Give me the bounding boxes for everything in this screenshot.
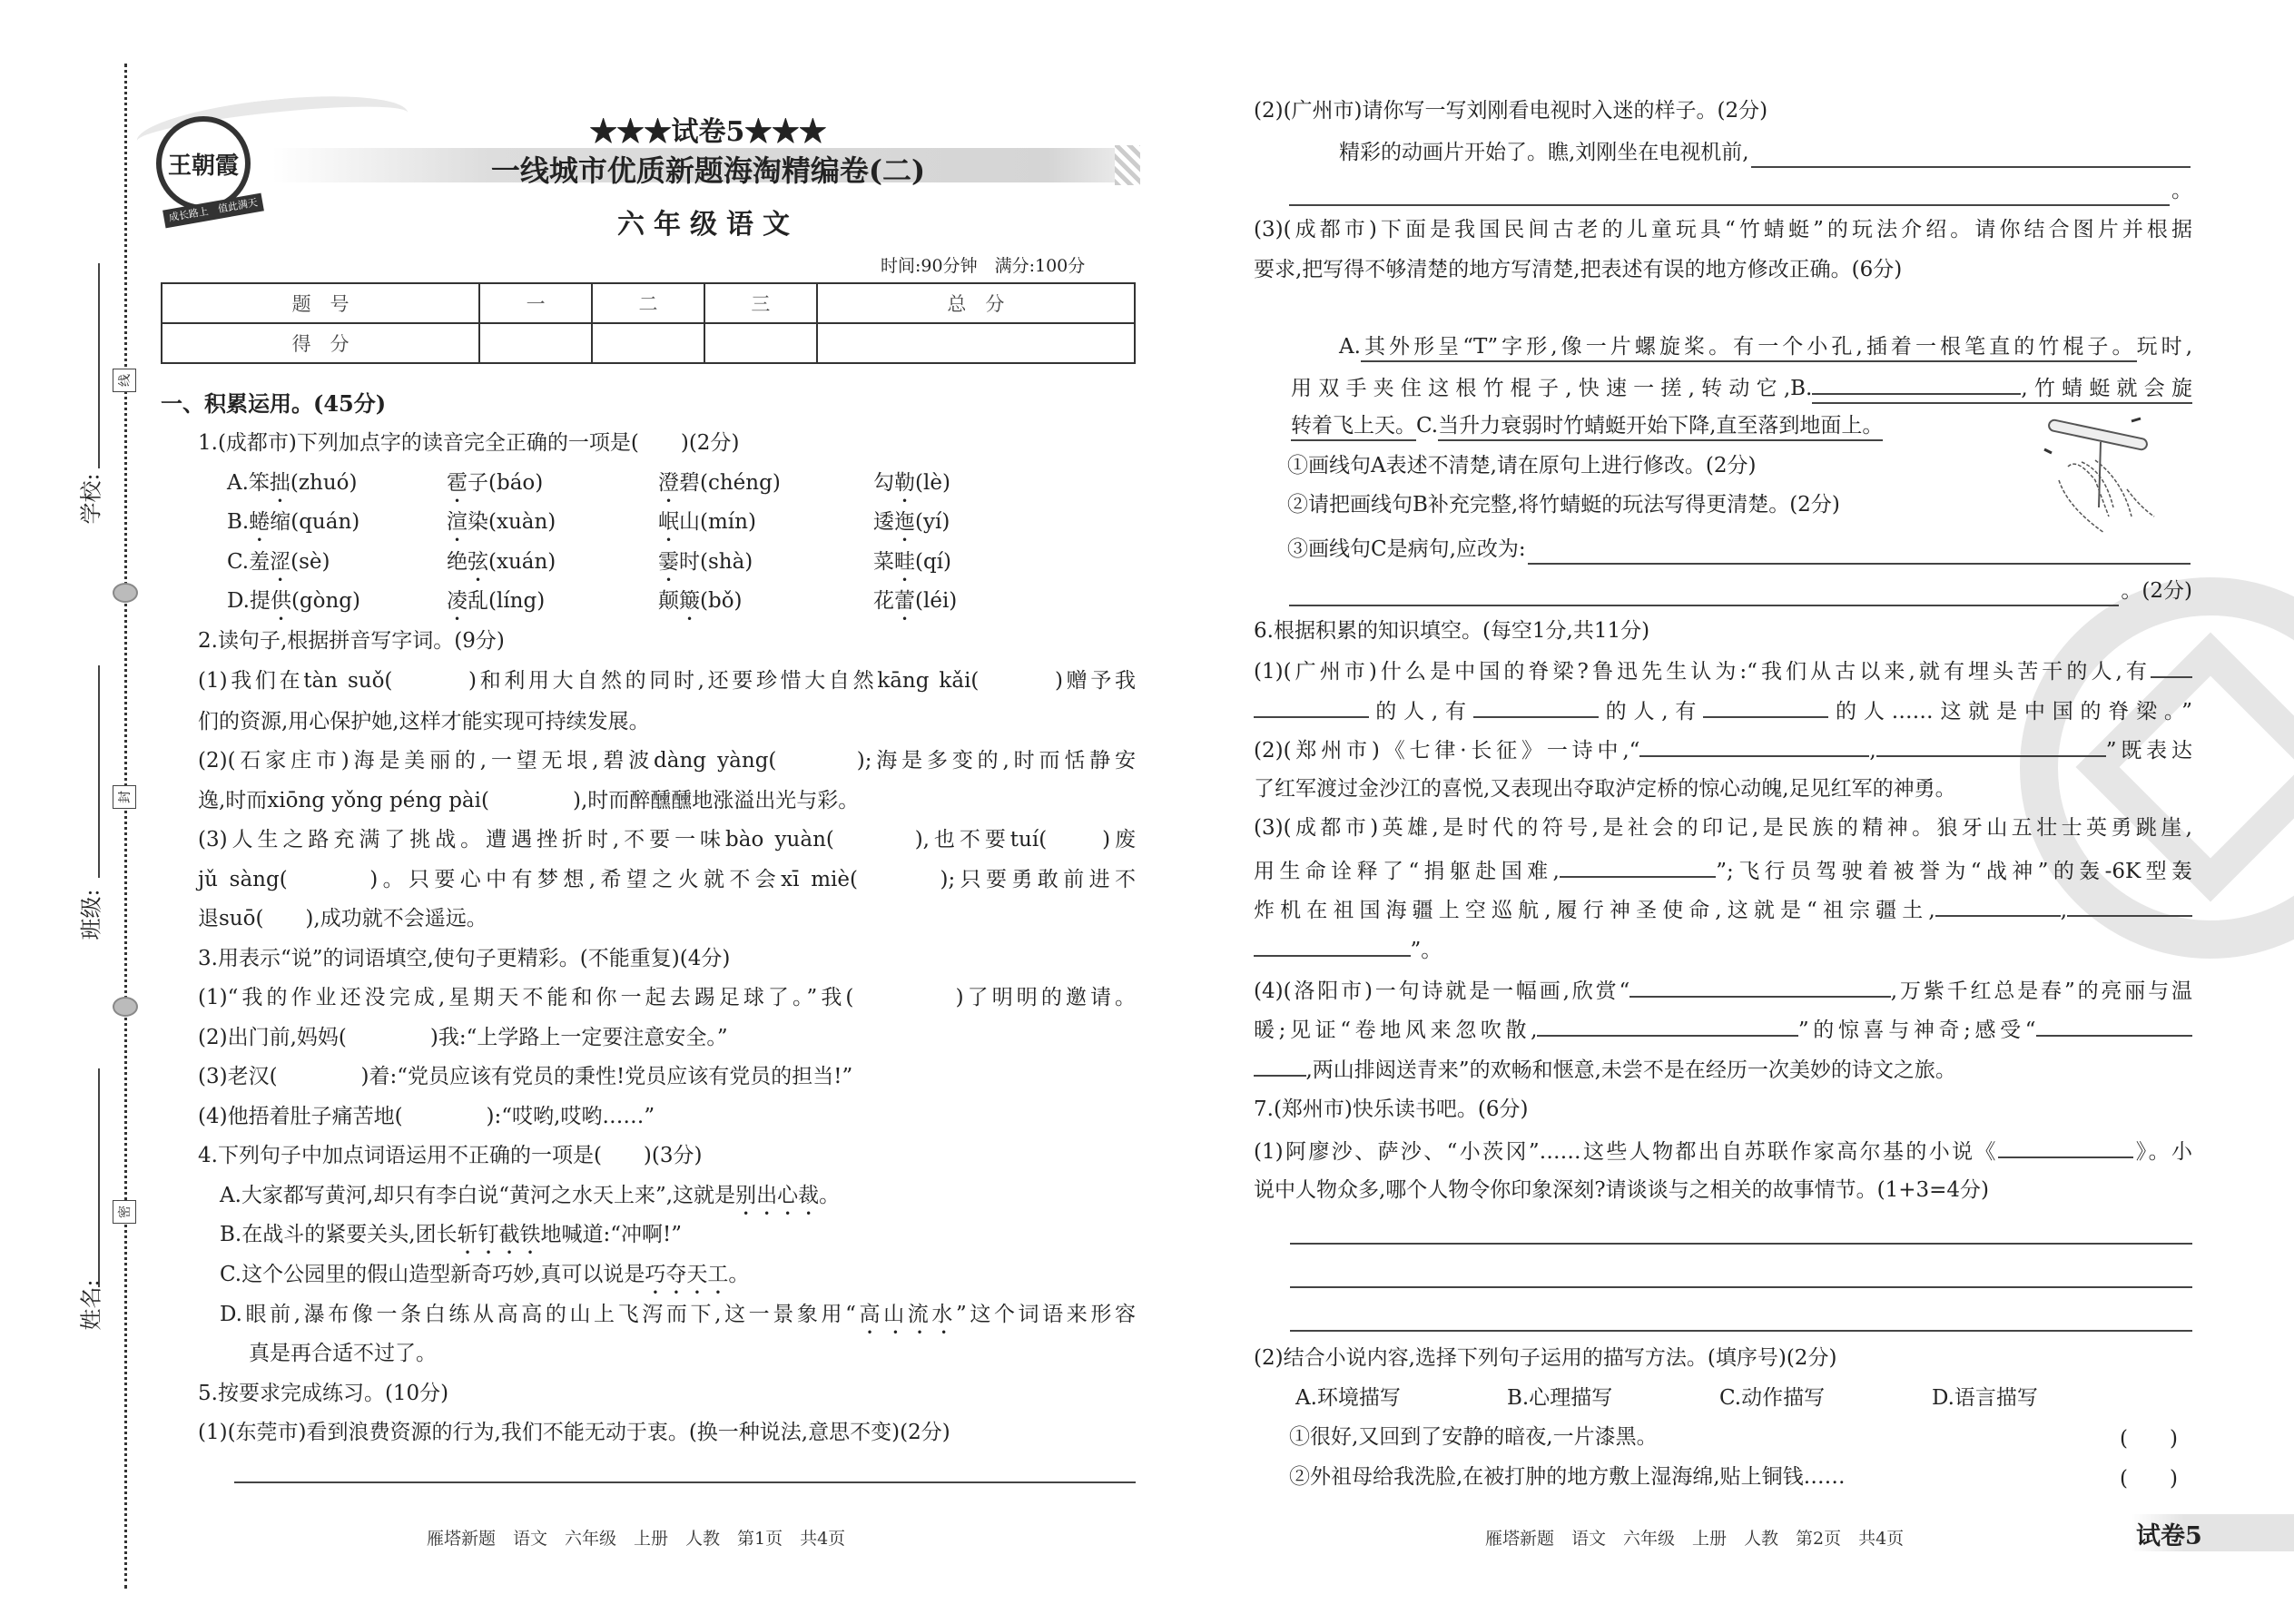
answer-line[interactable] [234, 1481, 1136, 1483]
banner-pattern [1115, 145, 1140, 185]
task-item: ②请把画线句B补充完整,将竹蜻蜓的玩法写得更清楚。(2分) [1287, 493, 1840, 517]
bamboo-dragonfly-illustration [2041, 417, 2159, 535]
emphasis-dotted: 高山流水 [855, 1303, 956, 1326]
option: 澄碧(chéng) [658, 471, 781, 495]
option: 逶迤(yí) [873, 510, 950, 534]
emphasis-dotted: 巧夺天工 [645, 1263, 729, 1286]
option: B.心理描写 [1507, 1386, 1613, 1410]
fill-blank-line[interactable] [1289, 181, 2170, 206]
question-line[interactable]: (4)(洛阳市)一句诗就是一幅画,欣赏“ ,万紫千红总是春”的亮丽与温 [1254, 974, 2192, 1007]
option: A.笨拙(zhuó) [227, 471, 358, 495]
question-stem: 要求,把写得不够清楚的地方写清楚,把表述有误的地方修改正确。(6分) [1254, 258, 1903, 281]
class-label: 班级: [78, 889, 104, 940]
binding-char-feng: 封 [113, 785, 136, 809]
task-item[interactable]: ③画线句C是病句,应改为: [1287, 534, 2192, 565]
option: 颠簸(bǒ) [658, 589, 743, 613]
question-line: (3)人生之路充满了挑战。遭遇挫折时,不要一味bào yuàn( ),也不要tuí( )废 [198, 828, 1136, 851]
score-header: 总 分 [817, 283, 1135, 323]
emphasis-dotted: 澄 [658, 471, 679, 495]
score-header: 二 [592, 283, 704, 323]
name-label: 姓名: [78, 1279, 104, 1331]
underlined-sentence: 当升力衰弱时竹蜻蜓开始下降,直至落到地面上。 [1438, 414, 1883, 441]
question-line[interactable]: (1)阿廖沙、萨沙、“小茨冈”……这些人物都出自苏联作家高尔基的小说《 》。小 [1254, 1135, 2192, 1167]
option: 菜畦(qí) [873, 550, 952, 574]
question-stem: 2.读句子,根据拼音写字词。(9分) [198, 629, 505, 653]
emphasis-dotted: 弦 [468, 550, 488, 574]
paper-tab [2095, 1514, 2294, 1551]
score-header: 一 [479, 283, 592, 323]
binding-char-xian: 线 [113, 369, 136, 392]
option: 岷山(mín) [658, 510, 756, 534]
question-line: 了红军渡过金沙江的喜悦,又表现出夺取泸定桥的惊心动魄,足见红军的神勇。 [1254, 777, 1956, 801]
question-line[interactable]: (2)(郑州市)《七律·长征》一诗中,“ , ”既表达 [1254, 733, 2192, 766]
logo-tagline: 成长路上 值此满天 [162, 193, 264, 229]
paper-tab-label: 试卷5 [2136, 1522, 2202, 1550]
option: A.大家都写黄河,却只有李白说“黄河之水天上来”,这就是别出心裁。 [220, 1184, 841, 1207]
fill-blank[interactable] [1629, 974, 1891, 998]
question-stem: 1.(成都市)下列加点字的读音完全正确的一项是( )(2分) [198, 431, 740, 455]
option: 霎时(shà) [658, 550, 753, 574]
option: B.在战斗的紧要关头,团长斩钉截铁地喊道:“冲啊!” [220, 1223, 683, 1246]
question-line: 们的资源,用心保护她,这样才能实现可持续发展。 [198, 710, 650, 733]
question-stem: 6.根据积累的知识填空。(每空1分,共11分) [1254, 619, 1650, 643]
fill-blank[interactable] [1812, 371, 2021, 395]
task-item: ①画线句A表述不清楚,请在原句上进行修改。(2分) [1287, 454, 1757, 477]
question-stem: (3)(成都市)下面是我国民间古老的儿童玩具“竹蜻蜓”的玩法介绍。请你结合图片并根据 [1254, 218, 2192, 241]
passage-line[interactable]: 用双手夹住这根竹棍子,快速一搓,转动它,B. ,竹蜻蜓就会旋 [1291, 371, 2192, 404]
class-input-line[interactable] [98, 665, 100, 878]
question-line: (1)我们在tàn suǒ( )和利用大自然的同时,还要珍惜大自然kāng kǎi( )赠予我 [198, 669, 1136, 693]
question-line: (1)(东莞市)看到浪费资源的行为,我们不能无动于衷。(换一种说法,意思不变)(2分) [198, 1421, 950, 1444]
score-header: 题 号 [162, 283, 479, 323]
section-heading: 一、积累运用。(45分) [161, 390, 387, 417]
fill-blank[interactable] [2067, 893, 2192, 917]
score-row-label: 得 分 [162, 323, 479, 363]
question-line[interactable]: 暖;见证“卷地风来忽吹散, ”的惊喜与神奇;感受“ [1254, 1013, 2192, 1046]
emphasis-dotted: 勒 [894, 471, 915, 495]
question-line: (3)老汉( )着:“党员应该有党员的秉性!党员应该有党员的担当!” [198, 1065, 853, 1088]
emphasis-dotted: 雹 [447, 471, 468, 495]
emphasis-dotted: 迤 [894, 510, 915, 534]
score-header: 三 [704, 283, 817, 323]
passage-line: A.其外形呈“T”字形,像一片螺旋桨。有一个小孔,插着一根笔直的竹棍子。玩时, [1339, 331, 2192, 362]
fill-blank-line[interactable] [1528, 539, 2191, 565]
question-line[interactable]: (1)(广州市)什么是中国的脊梁?鲁迅先生认为:“我们从古以来,就有埋头苦干的人,有 [1254, 655, 2192, 687]
option: 花蕾(léi) [873, 589, 958, 613]
exam-meta: 时间:90分钟 满分:100分 [881, 256, 1086, 276]
emphasis-dotted: 霎 [658, 550, 679, 574]
binding-hole-icon [113, 997, 138, 1017]
sentence-item: ①很好,又回到了安静的暗夜,一片漆黑。 [1289, 1425, 1658, 1449]
underlined-sentence: 其外形呈“T”字形,像一片螺旋桨。有一个小孔,插着一根笔直的竹棍子。 [1361, 335, 2137, 362]
emphasis-dotted: 簸 [679, 589, 700, 613]
question-line: jǔ sàng( )。只要心中有梦想,希望之火就不会xī miè( );只要勇敢前进不 [198, 868, 1136, 891]
score-cell[interactable] [704, 323, 817, 363]
option: D.眼前,瀑布像一条白练从高高的山上飞泻而下,这一景象用“高山流水”这个词语来形容 [220, 1303, 1137, 1326]
question-line: 退suō( ),成功就不会遥远。 [198, 907, 487, 930]
option: 凌乱(líng) [447, 589, 546, 613]
option: C.羞涩(sè) [227, 550, 330, 574]
option: D.提供(gòng) [227, 589, 360, 613]
question-line[interactable]: ”。 [1254, 933, 1442, 966]
fill-blank[interactable] [1473, 694, 1599, 718]
question-line: (2)结合小说内容,选择下列句子运用的描写方法。(填序号)(2分) [1254, 1346, 1837, 1370]
paper-title: 一线城市优质新题海淘精编卷(二) [490, 153, 926, 188]
school-label: 学校: [78, 473, 104, 525]
question-line: (4)他捂着肚子痛苦地( ):“哎哟,哎哟……” [198, 1105, 655, 1128]
fill-blank[interactable] [1935, 893, 2061, 917]
score-cell[interactable] [817, 323, 1135, 363]
option: C.动作描写 [1719, 1386, 1826, 1410]
emphasis-dotted: 拙 [269, 471, 290, 495]
question-line[interactable]: 精彩的动画片开始了。瞧,刘刚坐在电视机前, [1339, 137, 2192, 168]
fill-blank[interactable] [1254, 933, 1411, 957]
question-line: (2)出门前,妈妈( )我:“上学路上一定要注意安全。” [198, 1026, 728, 1049]
option: 勾勒(lè) [873, 471, 950, 495]
paper-label: ★★★试卷5★★★ [589, 116, 827, 148]
fill-blank[interactable] [1639, 733, 1869, 757]
underlined-sentence: ,竹蜻蜓就会旋 [1812, 377, 2192, 404]
question-line[interactable]: ,两山排闼送青来”的欢畅和惬意,未尝不是在经历一次美妙的诗文之旅。 [1254, 1053, 1956, 1086]
fill-blank[interactable] [1537, 1013, 1798, 1037]
question-stem: 4.下列句子中加点词语运用不正确的一项是( )(3分) [198, 1144, 703, 1167]
question-line: 逸,时而xiōng yǒng péng pài( ),时而醉醺醺地涨溢出光与彩。 [198, 789, 860, 812]
option-continued: 真是再合适不过了。 [249, 1342, 437, 1365]
answer-paren[interactable]: ( ) [2120, 1467, 2178, 1491]
option: A.环境描写 [1295, 1386, 1401, 1410]
fill-blank[interactable] [1560, 854, 1717, 878]
option: C.这个公园里的假山造型新奇巧妙,真可以说是巧夺天工。 [220, 1263, 750, 1286]
option: B.蜷缩(quán) [227, 510, 360, 534]
passage-line: 转着飞上天。C.当升力衰弱时竹蜻蜓开始下降,直至落到地面上。 [1291, 410, 1883, 441]
emphasis-dotted: 凌 [447, 589, 468, 613]
fill-blank[interactable] [2036, 1013, 2193, 1037]
fill-blank[interactable] [1998, 1135, 2134, 1158]
question-line[interactable]: 炸机在祖国海疆上空巡航,履行神圣使命,这就是“祖宗疆土, , [1254, 893, 2192, 926]
question-line: (3)(成都市)英雄,是时代的符号,是社会的印记,是民族的精神。狼牙山五壮士英勇跳崖, [1254, 816, 2192, 840]
subject-title: 六年级语文 [617, 209, 799, 241]
underlined-sentence: 转着飞上天。 [1291, 414, 1416, 441]
question-stem: (2)(广州市)请你写一写刘刚看电视时入迷的样子。(2分) [1254, 99, 1768, 123]
fill-blank-line[interactable] [1289, 581, 2119, 606]
question-stem: 7.(郑州市)快乐读书吧。(6分) [1254, 1097, 1529, 1121]
score-table [161, 282, 1136, 364]
answer-paren[interactable]: ( ) [2120, 1427, 2178, 1451]
question-line[interactable]: 用生命诠释了“捐躯赴国难, ”;飞行员驾驶着被誉为“战神”的轰-6K型轰 [1254, 854, 2192, 887]
option: 绝弦(xuán) [447, 550, 556, 574]
question-line[interactable]: 的人,有 的人,有 的人……这就是中国的脊梁。” [1254, 694, 2192, 727]
school-input-line[interactable] [98, 263, 100, 468]
question-stem: 3.用表示“说”的词语填空,使句子更精彩。(不能重复)(4分) [198, 947, 731, 970]
brand-logo: 王朝霞 [156, 116, 251, 211]
emphasis-dotted: 别出心裁 [735, 1184, 820, 1207]
page-footer: 雁塔新题 语文 六年级 上册 人教 第1页 共4页 [427, 1529, 846, 1549]
emphasis-dotted: 供 [270, 589, 291, 613]
fill-blank[interactable] [1876, 733, 2106, 757]
binding-char-mi: 密 [113, 1200, 136, 1224]
answer-line[interactable] [1290, 1286, 2192, 1288]
score-cell[interactable] [479, 323, 592, 363]
fill-blank[interactable] [1254, 694, 1369, 718]
answer-line[interactable]: 。(2分) [1287, 576, 2192, 606]
page-footer: 雁塔新题 语文 六年级 上册 人教 第2页 共4页 [1485, 1529, 1905, 1549]
option: 渲染(xuàn) [447, 510, 556, 534]
question-line: (1)“我的作业还没完成,星期天不能和你一起去踢足球了。”我( )了明明的邀请。 [198, 986, 1136, 1009]
binding-hole-icon [113, 583, 138, 603]
fill-blank-line[interactable] [1751, 143, 2191, 168]
score-cell[interactable] [592, 323, 704, 363]
emphasis-dotted: 渲 [447, 510, 468, 534]
question-line: (2)(石家庄市)海是美丽的,一望无垠,碧波dàng yàng( );海是多变的,时而恬静安 [198, 749, 1136, 773]
option: 雹子(báo) [447, 471, 544, 495]
fill-blank[interactable] [1703, 694, 1828, 718]
fill-blank[interactable] [1254, 1053, 1306, 1077]
emphasis-dotted: 蜷 [249, 510, 271, 534]
name-input-line[interactable] [98, 1068, 100, 1287]
question-stem: 5.按要求完成练习。(10分) [198, 1382, 449, 1405]
answer-line[interactable]: 。 [1287, 175, 2192, 206]
answer-line[interactable] [1290, 1243, 2192, 1245]
emphasis-dotted: 涩 [270, 550, 291, 574]
emphasis-dotted: 斩钉截铁 [457, 1223, 541, 1246]
sentence-item: ②外祖母给我洗脸,在被打肿的地方敷上湿海绵,贴上铜钱…… [1289, 1465, 1846, 1489]
question-line: 说中人物众多,哪个人物令你印象深刻?请谈谈与之相关的故事情节。(1+3=4分) [1254, 1178, 1990, 1202]
binding-dotted-line [124, 64, 127, 1589]
emphasis-dotted: 蕾 [894, 589, 915, 613]
answer-line[interactable] [1290, 1330, 2192, 1332]
option: D.语言描写 [1932, 1386, 2038, 1410]
emphasis-dotted: 岷 [658, 510, 679, 534]
emphasis-dotted: 畦 [894, 550, 915, 574]
fill-blank[interactable] [2151, 655, 2192, 678]
